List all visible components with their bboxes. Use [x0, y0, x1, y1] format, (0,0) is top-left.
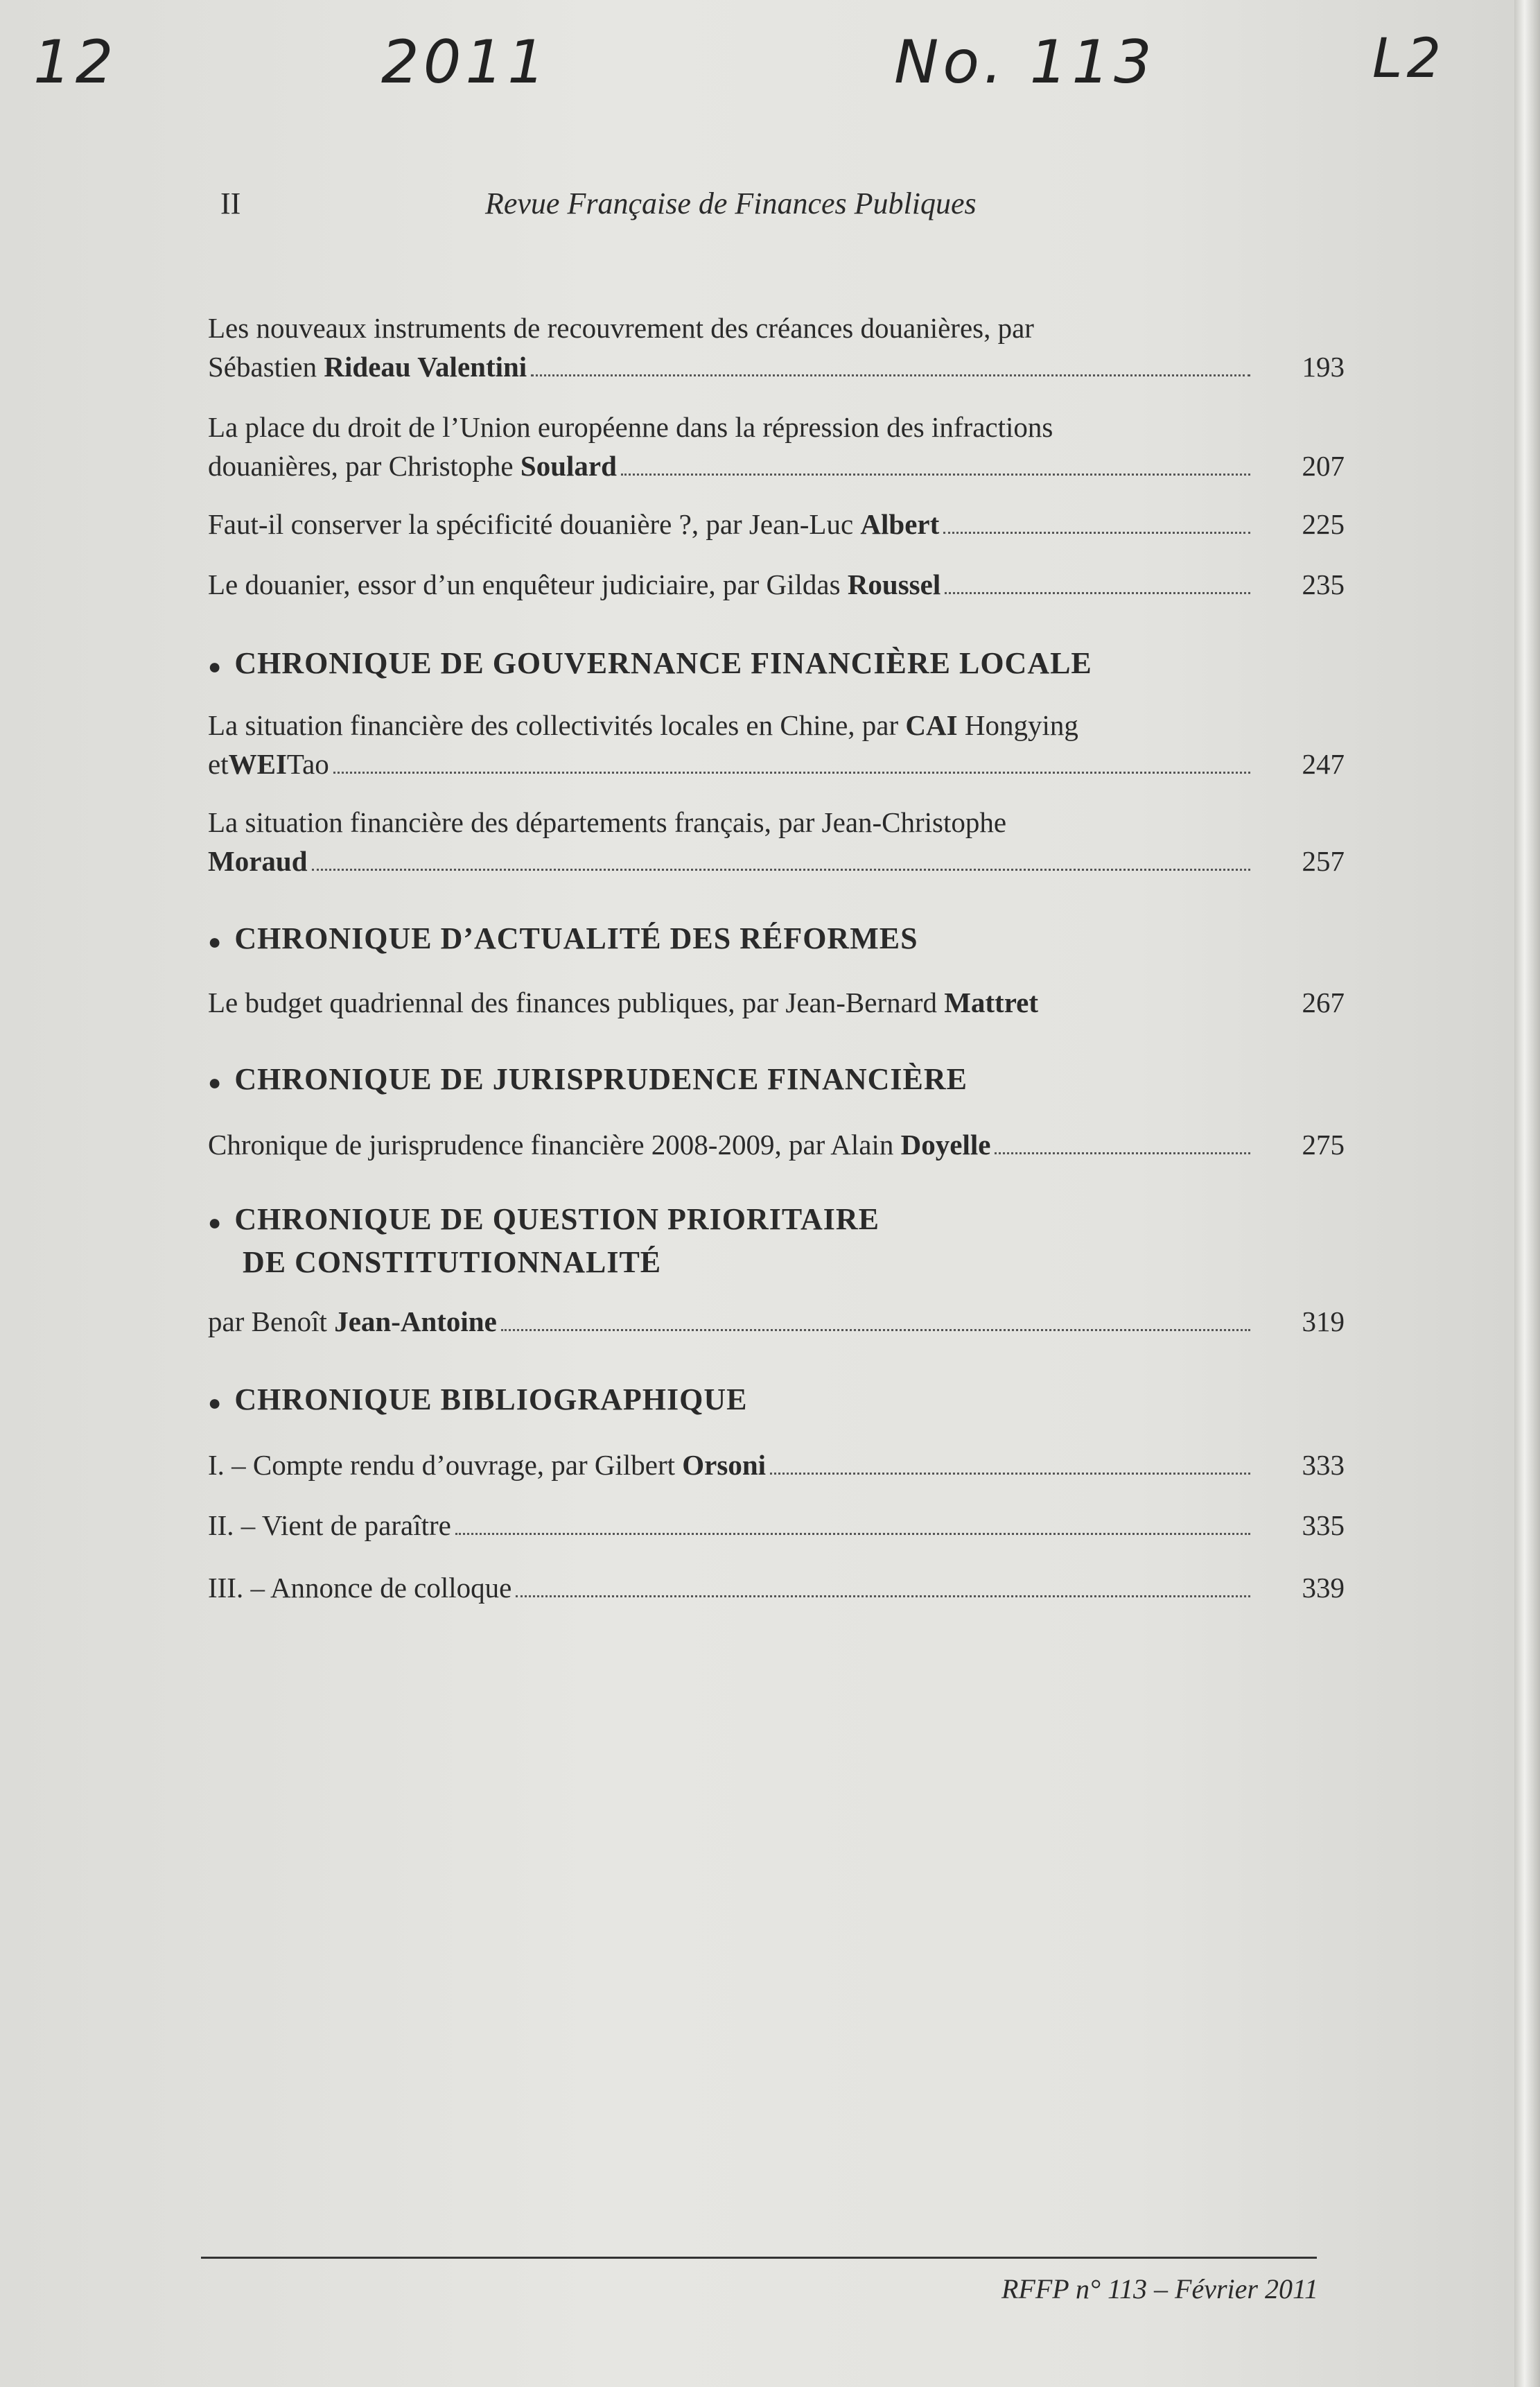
leader-dots: [516, 1595, 1250, 1597]
entry-author: CAI: [905, 709, 958, 741]
entry-text: douanières, par Christophe: [208, 450, 514, 482]
annotation-top-left: 12: [33, 28, 118, 97]
page-ref: 247: [1302, 748, 1345, 780]
toc-entry: [208, 408, 1345, 485]
footer-citation: RFFP n° 113 – Février 2011: [1001, 2273, 1318, 2304]
leader-dots: [770, 1473, 1250, 1475]
entry-author: WEI: [228, 748, 287, 780]
annotation-issue: No. 113: [894, 28, 1156, 97]
entry-line: La place du droit de l’Union européenne dans la répression des infractions: [208, 411, 1053, 443]
bullet-icon: ●: [208, 1069, 222, 1095]
page-ref: 257: [1302, 845, 1345, 877]
toc-entry: par Benoît Jean-Antoine 319: [208, 1302, 1345, 1341]
page-ref: 319: [1302, 1305, 1345, 1337]
section-heading: ● CHRONIQUE D’ACTUALITÉ DES RÉFORMES: [208, 921, 918, 955]
toc-entry: [208, 803, 1345, 880]
page-edge: [1514, 0, 1540, 2387]
leader-dots: [531, 374, 1250, 376]
page-ref: 339: [1302, 1572, 1345, 1604]
page-ref: 333: [1302, 1449, 1345, 1481]
leader-dots: [945, 592, 1250, 594]
entry-author: Roussel: [847, 568, 941, 600]
leader-space: [1042, 1010, 1250, 1012]
toc-entry: II. – Vient de paraître 335: [208, 1506, 1345, 1545]
bullet-icon: ●: [208, 1209, 222, 1235]
entry-author: Mattret: [944, 987, 1039, 1018]
toc-entry: III. – Annonce de colloque 339: [208, 1568, 1345, 1607]
section-heading: ● CHRONIQUE DE GOUVERNANCE FINANCIÈRE LOCALE: [208, 646, 1092, 680]
journal-title: Revue Française de Finances Publiques: [485, 186, 977, 220]
leader-dots: [621, 474, 1250, 476]
page-number: II: [220, 186, 241, 220]
annotation-year: 2011: [381, 28, 550, 97]
entry-author: Albert: [860, 508, 940, 540]
bullet-icon: ●: [208, 928, 222, 954]
page-ref: 225: [1302, 508, 1345, 540]
toc-entry: I. – Compte rendu d’ouvrage, par Gilbert Orsoni 333: [208, 1446, 1345, 1484]
annotation-top-right: L2: [1372, 28, 1446, 90]
entry-author: Doyelle: [900, 1129, 991, 1161]
bullet-icon: ●: [208, 1389, 222, 1415]
entry-author: Soulard: [520, 450, 617, 482]
page-ref: 267: [1302, 987, 1345, 1018]
toc-entry: [208, 505, 1345, 544]
toc-entry: La situation financière des collectivités locales en Chine, par CAI Hongying et WEI Tao 247: [208, 706, 1345, 783]
entry-author: Rideau Valentini: [324, 351, 527, 383]
entry-author: Jean-Antoine: [334, 1305, 497, 1337]
page-ref: 207: [1302, 450, 1345, 482]
entry-text: Sébastien: [208, 351, 317, 383]
entry-text: Faut-il conserver la spécificité douanière ?, par Jean-Luc: [208, 508, 854, 540]
entry-text: Le douanier, essor d’un enquêteur judiciaire, par Gildas: [208, 568, 841, 600]
page-ref: 275: [1302, 1129, 1345, 1161]
entry-line: Les nouveaux instruments de recouvrement des créances douanières, par: [208, 312, 1034, 344]
footer-rule: [201, 2257, 1317, 2259]
leader-dots: [455, 1533, 1250, 1535]
page-ref: 335: [1302, 1509, 1345, 1541]
leader-dots: [501, 1329, 1250, 1331]
leader-dots: [312, 869, 1251, 871]
toc-entry: Chronique de jurisprudence financière 2008-2009, par Alain Doyelle 275: [208, 1125, 1345, 1164]
bullet-icon: ●: [208, 653, 222, 679]
section-heading: ● CHRONIQUE BIBLIOGRAPHIQUE: [208, 1382, 748, 1416]
page-ref: 193: [1302, 351, 1345, 383]
entry-author: Moraud: [208, 845, 308, 877]
leader-dots: [995, 1152, 1250, 1154]
leader-dots: [333, 772, 1250, 774]
entry-author: Orsoni: [682, 1449, 767, 1481]
section-heading: ● CHRONIQUE DE JURISPRUDENCE FINANCIÈRE: [208, 1062, 968, 1096]
section-heading: ● CHRONIQUE DE QUESTION PRIORITAIRE DE CONSTITUTIONNALITÉ: [208, 1202, 880, 1279]
toc-entry: [208, 309, 1345, 386]
page-ref: 235: [1302, 568, 1345, 600]
toc-entry: Le budget quadriennal des finances publiques, par Jean-Bernard Mattret 267: [208, 983, 1345, 1022]
leader-dots: [943, 532, 1250, 534]
entry-line: La situation financière des départements français, par Jean-Christophe: [208, 806, 1007, 838]
toc-entry: [208, 565, 1345, 604]
